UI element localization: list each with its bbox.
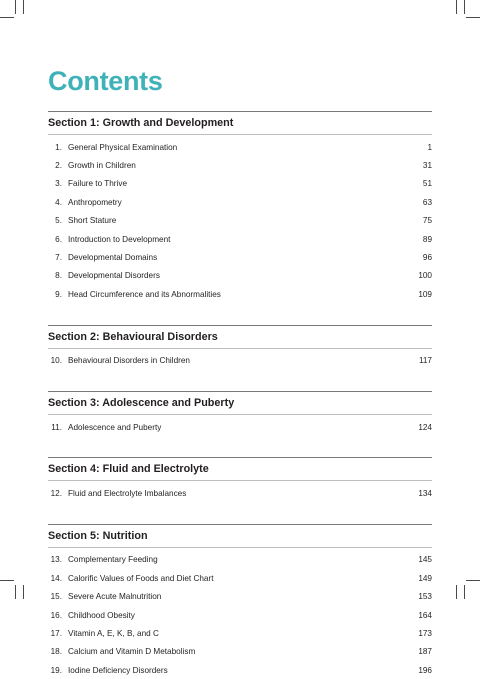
section-heading: Section 1: Growth and Development xyxy=(48,117,234,129)
toc-entry[interactable] xyxy=(48,267,432,285)
page-number: 196 xyxy=(418,665,432,675)
crop-mark xyxy=(456,0,457,14)
section-heading: Section 2: Behavioural Disorders xyxy=(48,330,218,343)
section-gap xyxy=(48,503,432,524)
chapter-title: Fluid and Electrolyte Imbalances xyxy=(68,488,187,498)
toc-entry[interactable] xyxy=(48,138,432,156)
chapter-title: Calorific Values of Foods and Diet Chart xyxy=(68,573,214,583)
chapter-title: Behavioural Disorders in Children xyxy=(68,356,190,366)
page-number: 75 xyxy=(422,216,432,226)
crop-mark xyxy=(0,17,14,18)
toc-entry[interactable] xyxy=(48,624,432,642)
chapter-number: 16. xyxy=(50,610,62,620)
page-number: 164 xyxy=(418,610,432,620)
chapter-title: General Physical Examination xyxy=(68,142,178,152)
page-number: 89 xyxy=(422,234,432,244)
page-number: 96 xyxy=(422,253,432,263)
toc-section xyxy=(48,325,432,370)
toc-entry[interactable] xyxy=(48,587,432,605)
crop-mark xyxy=(15,585,16,599)
chapter-list xyxy=(48,134,432,304)
toc-section xyxy=(48,391,432,436)
toc-entry[interactable] xyxy=(48,156,432,174)
chapter-number: 4. xyxy=(55,197,62,207)
chapter-number: 8. xyxy=(55,271,62,281)
section-heading: Section 5: Nutrition xyxy=(48,529,148,542)
chapter-title: Vitamin A, E, K, B, and C xyxy=(68,628,159,638)
crop-mark xyxy=(464,585,465,599)
page-number: 1 xyxy=(427,142,432,152)
chapter-title: Introduction to Development xyxy=(68,234,171,244)
toc-section xyxy=(48,457,432,502)
chapter-list xyxy=(48,348,432,370)
chapter-number: 3. xyxy=(55,179,62,189)
page-number: 173 xyxy=(418,628,432,638)
section-gap xyxy=(48,436,432,457)
chapter-number: 18. xyxy=(50,647,62,657)
toc-entry[interactable] xyxy=(48,418,432,436)
section-gap xyxy=(48,370,432,391)
chapter-list xyxy=(48,414,432,436)
page-number: 63 xyxy=(422,197,432,207)
page-number: 100 xyxy=(418,271,432,281)
chapter-title: Childhood Obesity xyxy=(68,610,135,620)
toc-section xyxy=(48,111,432,304)
chapter-title: Failure to Thrive xyxy=(68,179,128,189)
page-title: Contents xyxy=(48,66,163,96)
toc-entry[interactable] xyxy=(48,230,432,248)
page-number: 51 xyxy=(422,179,432,189)
page-number: 145 xyxy=(418,555,432,565)
chapter-title: Adolescence and Puberty xyxy=(68,422,162,432)
page-number: 187 xyxy=(418,647,432,657)
chapter-number: 13. xyxy=(50,555,62,565)
chapter-number: 12. xyxy=(50,488,62,498)
chapter-list xyxy=(48,547,432,679)
page-number: 124 xyxy=(418,422,432,432)
toc-entry[interactable] xyxy=(48,661,432,679)
chapter-title: Developmental Disorders xyxy=(68,271,160,281)
toc-entry[interactable] xyxy=(48,285,432,303)
chapter-title: Complementary Feeding xyxy=(68,555,158,565)
crop-mark xyxy=(464,0,465,14)
crop-mark xyxy=(15,0,16,14)
toc-entry[interactable] xyxy=(48,569,432,587)
toc-entry[interactable] xyxy=(48,193,432,211)
chapter-number: 5. xyxy=(55,216,62,226)
toc-entry[interactable] xyxy=(48,352,432,370)
toc-entry[interactable] xyxy=(48,551,432,569)
chapter-number: 17. xyxy=(50,628,62,638)
toc-entry[interactable] xyxy=(48,175,432,193)
page-number: 149 xyxy=(418,573,432,583)
chapter-number: 1. xyxy=(55,142,62,152)
chapter-title: Developmental Domains xyxy=(68,253,158,263)
chapter-number: 19. xyxy=(50,665,62,675)
crop-mark xyxy=(466,17,480,18)
table-of-contents xyxy=(48,111,432,679)
chapter-title: Short Stature xyxy=(68,216,117,226)
section-heading: Section 4: Fluid and Electrolyte xyxy=(48,463,209,476)
chapter-number: 7. xyxy=(55,253,62,263)
chapter-list xyxy=(48,480,432,502)
crop-mark xyxy=(23,0,24,14)
chapter-number: 10. xyxy=(50,356,62,366)
page-number: 117 xyxy=(418,356,432,366)
crop-mark xyxy=(456,585,457,599)
chapter-title: Iodine Deficiency Disorders xyxy=(68,665,168,675)
chapter-number: 14. xyxy=(50,573,62,583)
page-number: 31 xyxy=(422,161,432,171)
crop-mark xyxy=(0,580,14,581)
chapter-title: Growth in Children xyxy=(68,161,136,171)
page-number: 153 xyxy=(418,592,432,602)
chapter-title: Calcium and Vitamin D Metabolism xyxy=(68,647,196,657)
toc-entry[interactable] xyxy=(48,212,432,230)
chapter-title: Head Circumference and its Abnormalities xyxy=(68,289,221,299)
chapter-title: Anthropometry xyxy=(68,197,122,207)
chapter-number: 15. xyxy=(50,592,62,602)
chapter-number: 9. xyxy=(55,289,62,299)
chapter-number: 6. xyxy=(55,234,62,244)
section-gap xyxy=(48,304,432,325)
section-heading: Section 3: Adolescence and Puberty xyxy=(48,396,235,409)
toc-entry[interactable] xyxy=(48,248,432,266)
chapter-number: 11. xyxy=(51,422,62,432)
page-number: 134 xyxy=(418,488,432,498)
toc-entry[interactable] xyxy=(48,484,432,502)
toc-entry[interactable] xyxy=(48,606,432,624)
crop-mark xyxy=(23,585,24,599)
toc-entry[interactable] xyxy=(48,643,432,661)
toc-section xyxy=(48,524,432,679)
crop-mark xyxy=(466,580,480,581)
page-number: 109 xyxy=(418,289,432,299)
chapter-title: Severe Acute Malnutrition xyxy=(68,592,162,602)
chapter-number: 2. xyxy=(55,161,62,171)
